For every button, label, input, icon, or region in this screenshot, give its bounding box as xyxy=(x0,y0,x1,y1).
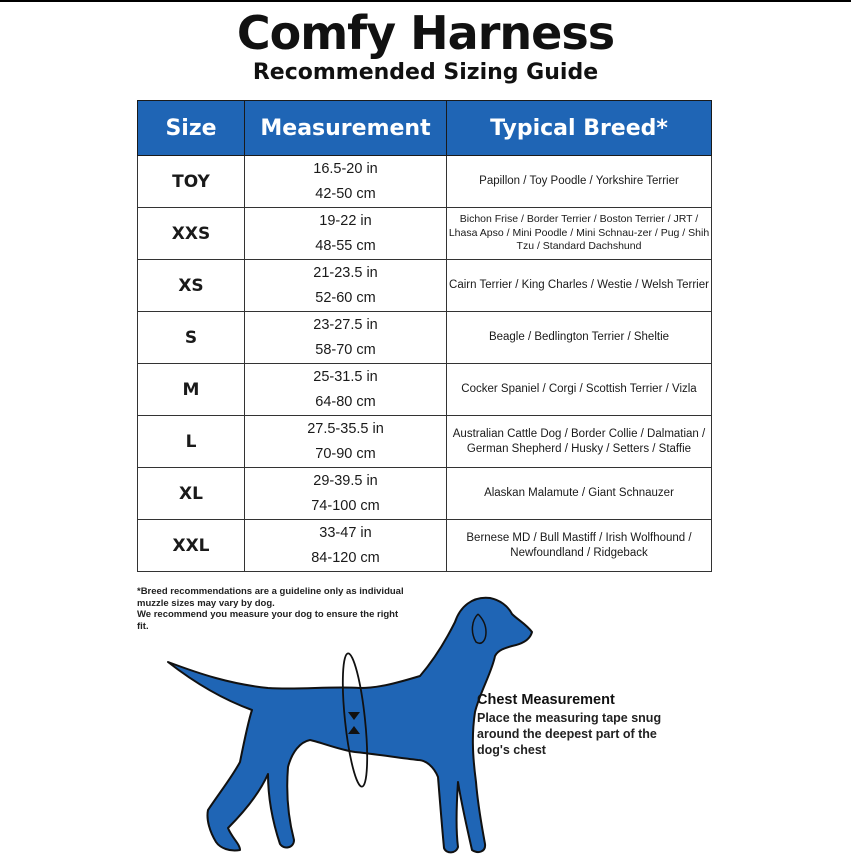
breed-cell: Beagle / Bedlington Terrier / Sheltie xyxy=(447,312,712,364)
page-title: Comfy Harness xyxy=(236,6,615,60)
size-cell: XXL xyxy=(138,520,245,572)
size-cell: XXS xyxy=(138,208,245,260)
size-cell: XL xyxy=(138,468,245,520)
inches-value: 21-23.5 in xyxy=(313,264,378,281)
cm-value: 58-70 cm xyxy=(315,341,376,358)
chest-title: Chest Measurement xyxy=(477,692,615,708)
inches-value: 29-39.5 in xyxy=(313,472,378,489)
page-subtitle: Recommended Sizing Guide xyxy=(252,60,599,85)
table-row xyxy=(138,208,712,260)
breed-cell: Papillon / Toy Poodle / Yorkshire Terrier xyxy=(447,156,712,208)
chest-instructions: Place the measuring tape snug around the deepest part of the dog's chest xyxy=(477,711,662,757)
footnote-line-2: We recommend you measure your dog to ensure the right fit. xyxy=(137,609,399,632)
size-cell: XS xyxy=(138,260,245,312)
inches-value: 27.5-35.5 in xyxy=(307,420,384,437)
sizing-table xyxy=(137,100,712,572)
table-row xyxy=(138,520,712,572)
chest-measurement-info xyxy=(477,690,677,758)
cm-value: 48-55 cm xyxy=(315,237,376,254)
column-header-breed: Typical Breed* xyxy=(447,101,712,156)
breed-cell: Australian Cattle Dog / Border Collie / Dalmatian / German Shepherd / Husky / Setters / Staffie xyxy=(447,416,712,468)
breed-cell: Cocker Spaniel / Corgi / Scottish Terrier / Vizla xyxy=(447,364,712,416)
top-border xyxy=(0,0,851,2)
inches-value: 16.5-20 in xyxy=(313,160,378,177)
measurement-cell xyxy=(245,156,447,208)
cm-value: 42-50 cm xyxy=(315,185,376,202)
footnote-line-1: *Breed recommendations are a guideline only as individual muzzle sizes may vary by dog. xyxy=(137,586,404,609)
inches-value: 19-22 in xyxy=(319,212,372,229)
breed-cell: Cairn Terrier / King Charles / Westie / Welsh Terrier xyxy=(447,260,712,312)
measurement-cell xyxy=(245,468,447,520)
cm-value: 52-60 cm xyxy=(315,289,376,306)
cm-value: 64-80 cm xyxy=(315,393,376,410)
cm-value: 70-90 cm xyxy=(315,445,376,462)
cm-value: 84-120 cm xyxy=(311,549,380,566)
size-cell: S xyxy=(138,312,245,364)
table-row xyxy=(138,156,712,208)
cm-value: 74-100 cm xyxy=(311,497,380,514)
table-header-row xyxy=(138,101,712,156)
size-cell: TOY xyxy=(138,156,245,208)
measurement-cell xyxy=(245,416,447,468)
table-row xyxy=(138,260,712,312)
column-header-measurement: Measurement xyxy=(245,101,447,156)
measurement-cell xyxy=(245,520,447,572)
inches-value: 33-47 in xyxy=(319,524,372,541)
table-row xyxy=(138,468,712,520)
table-row xyxy=(138,416,712,468)
measurement-cell xyxy=(245,312,447,364)
measurement-cell xyxy=(245,208,447,260)
breed-cell: Bernese MD / Bull Mastiff / Irish Wolfhound / Newfoundland / Ridgeback xyxy=(447,520,712,572)
measurement-cell xyxy=(245,364,447,416)
size-cell: L xyxy=(138,416,245,468)
inches-value: 23-27.5 in xyxy=(313,316,378,333)
column-header-size: Size xyxy=(138,101,245,156)
inches-value: 25-31.5 in xyxy=(313,368,378,385)
breed-cell: Alaskan Malamute / Giant Schnauzer xyxy=(447,468,712,520)
table-row xyxy=(138,364,712,416)
breed-cell: Bichon Frise / Border Terrier / Boston Terrier / JRT / Lhasa Apso / Mini Poodle / Mini Schnau-zer / Pug / Shih Tzu / Standard Dachshund xyxy=(447,208,712,260)
measurement-cell xyxy=(245,260,447,312)
size-cell: M xyxy=(138,364,245,416)
table-row xyxy=(138,312,712,364)
